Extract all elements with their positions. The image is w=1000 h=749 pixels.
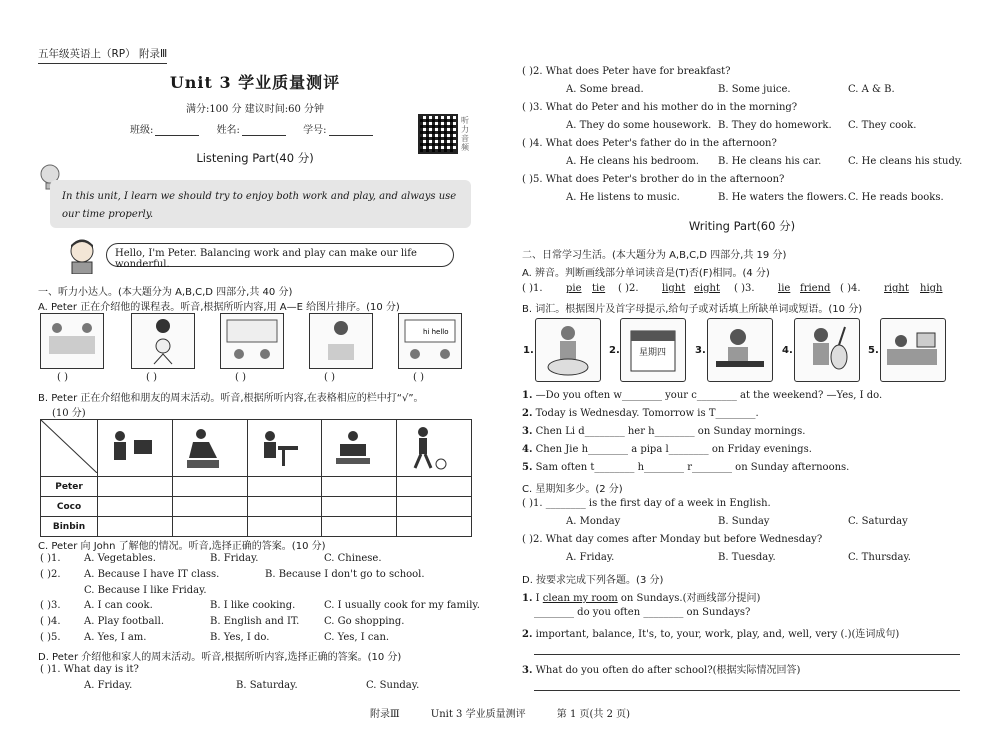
phonics-num[interactable]: ( )1.: [522, 283, 543, 294]
part1-b-points: (10 分): [52, 408, 86, 419]
week-option-a: A. Friday.: [566, 552, 615, 563]
part1-b-heading: B. Peter 正在介绍他和朋友的周末活动。听音,根据所听内容,在表格相应的栏中打“√”。: [38, 393, 424, 404]
d-option-b: B. They do homework.: [718, 120, 832, 131]
table-cell[interactable]: [247, 517, 322, 537]
d-question: What does Peter's brother do in the afternoon?: [545, 174, 785, 185]
row-coco: Coco: [41, 497, 98, 517]
part1-c-heading: C. Peter 向 John 了解他的情况。听音,选择正确的答案。(10 分): [38, 541, 326, 552]
d-option-b: B. Saturday.: [236, 680, 298, 691]
table-cell[interactable]: [397, 477, 472, 497]
phonics-word: pie: [566, 283, 582, 294]
answer-paren-2[interactable]: ( ): [146, 372, 157, 383]
c-option-a: A. I can cook.: [84, 600, 153, 611]
week-item-2: [522, 534, 822, 545]
picture-num-1: 1.: [523, 345, 534, 356]
phonics-word: right: [884, 283, 909, 294]
table-cell[interactable]: [322, 477, 397, 497]
phonics-num[interactable]: ( )4.: [840, 283, 861, 294]
answer-paren-1[interactable]: ( ): [57, 372, 68, 383]
d-question: What does Peter have for breakfast?: [545, 66, 731, 77]
task-1-answer[interactable]: ________ do you often ________ on Sundays?: [534, 607, 751, 618]
vocab-text[interactable]: —Do you often w________ your c________ at the weekend? —Yes, I do.: [535, 390, 883, 401]
c-item-1: [40, 553, 382, 564]
week-option-c: C. Thursday.: [848, 552, 911, 563]
c-option-c: C. Because I like Friday.: [84, 585, 207, 596]
c-option-b: B. Friday.: [210, 553, 259, 564]
c-item-num[interactable]: ( )2.: [40, 569, 61, 580]
table-cell[interactable]: [98, 517, 173, 537]
phonics-num[interactable]: ( )3.: [734, 283, 755, 294]
part2-b-heading: B. 词汇。根据图片及首字母提示,给句子或对话填上所缺单词或短语。(10 分): [522, 304, 863, 315]
vocab-num: 3.: [522, 426, 533, 437]
name-field[interactable]: [242, 126, 286, 136]
d-item-num[interactable]: ( )1.: [40, 664, 61, 675]
vocab-item-3: [522, 426, 805, 437]
table-cell[interactable]: [322, 497, 397, 517]
peter-speech-bubble: Hello, I'm Peter. Balancing work and play can make our life wonderful.: [106, 243, 454, 267]
vocab-num: 4.: [522, 444, 533, 455]
week-item-1-options: [566, 516, 908, 527]
picture-num-3: 3.: [695, 345, 706, 356]
d-option-a: A. He listens to music.: [566, 192, 680, 203]
d-option-b: B. He waters the flowers.: [718, 192, 847, 203]
week-item-2-options: [566, 552, 911, 563]
qr-code-icon[interactable]: [418, 114, 458, 154]
c-option-c: C. Yes, I can.: [324, 632, 390, 643]
tidy-room-picture: [880, 318, 946, 382]
d-item-1-options: [84, 680, 420, 691]
activity-table: [40, 419, 472, 537]
task-num: 1.: [522, 593, 533, 604]
d-item-2: [522, 66, 730, 77]
table-cell[interactable]: [397, 497, 472, 517]
c-item-num[interactable]: ( )1.: [40, 553, 61, 564]
qr-label: 听力音频: [461, 116, 469, 152]
footer-appendix: 附录Ⅲ: [369, 709, 400, 720]
vocab-text[interactable]: Chen Li d________ her h________ on Sunday mornings.: [535, 426, 806, 437]
task-num: 3.: [522, 665, 533, 676]
answer-paren-4[interactable]: ( ): [324, 372, 335, 383]
wash-clothes-picture: [535, 318, 601, 382]
answer-line-2[interactable]: [534, 654, 960, 655]
table-cell[interactable]: [98, 477, 173, 497]
d-option-c: C. A & B.: [848, 84, 895, 95]
c-option-a: A. Vegetables.: [84, 553, 156, 564]
vocab-item-4: [522, 444, 812, 455]
class-field[interactable]: [155, 126, 199, 136]
phonics-word: eight: [694, 283, 720, 294]
table-cell[interactable]: [172, 517, 247, 537]
c-option-b: B. Yes, I do.: [210, 632, 270, 643]
c-option-a: A. Yes, I am.: [84, 632, 147, 643]
week-option-a: A. Monday: [566, 516, 621, 527]
d-question: What do Peter and his mother do in the morning?: [545, 102, 798, 113]
id-label: 学号:: [303, 125, 327, 136]
svg-text:hi hello: hi hello: [423, 328, 449, 336]
c-item-num[interactable]: ( )3.: [40, 600, 61, 611]
task-3-text: What do you often do after school?(根据实际情况回答): [535, 665, 801, 676]
play-football-icon: [397, 420, 472, 477]
d-item-4-options: [566, 156, 963, 167]
d-option-a: A. He cleans his bedroom.: [566, 156, 699, 167]
vocab-num: 5.: [522, 462, 533, 473]
c-item-3: [40, 600, 480, 611]
c-item-5: [40, 632, 390, 643]
class-label: 班级:: [130, 125, 154, 136]
d-item-3: [522, 102, 797, 113]
task-1-post: on Sundays.(对画线部分提问): [617, 593, 761, 604]
d-option-b: B. He cleans his car.: [718, 156, 822, 167]
c-option-a: A. Play football.: [84, 616, 164, 627]
table-cell[interactable]: [247, 497, 322, 517]
task-1-pre: I: [535, 593, 543, 604]
week-num[interactable]: ( )1.: [522, 498, 543, 509]
do-homework-icon: [247, 420, 322, 477]
exam-meta: 满分:100 分 建议时间:60 分钟: [185, 104, 325, 115]
table-cell[interactable]: [172, 497, 247, 517]
task-2-text: important, balance, It's, to, your, work, play, and, well, very (.)(连词成句): [535, 629, 900, 640]
week-num[interactable]: ( )2.: [522, 534, 543, 545]
unit-intro: In this unit, I learn we should try to enjoy both work and play, and always use our time properly.: [50, 180, 471, 228]
task-2: [522, 625, 899, 640]
vocab-text[interactable]: Today is Wednesday. Tomorrow is T________.: [535, 408, 759, 419]
vocab-num: 2.: [522, 408, 533, 419]
c-item-2: [40, 569, 425, 580]
part2-c-heading: C. 星期知多少。(2 分): [522, 484, 623, 495]
d-option-c: C. Sunday.: [366, 680, 420, 691]
d-item-num[interactable]: ( )5.: [522, 174, 543, 185]
d-item-5-options: [566, 192, 944, 203]
phonics-word: tie: [592, 283, 606, 294]
week-option-b: B. Sunday: [718, 516, 770, 527]
vocab-num: 1.: [522, 390, 533, 401]
d-option-c: C. They cook.: [848, 120, 917, 131]
answer-paren-3[interactable]: ( ): [235, 372, 246, 383]
peter-avatar: [62, 236, 102, 274]
schedule-picture-3: [220, 313, 284, 369]
picture-num-5: 5.: [868, 345, 879, 356]
listening-part-title: Listening Part(40 分): [196, 151, 314, 165]
task-3: [522, 661, 800, 676]
d-option-a: A. They do some housework.: [566, 120, 712, 131]
part1-heading: 一、听力小达人。(本大题分为 A,B,C,D 四部分,共 40 分): [38, 287, 293, 298]
schedule-picture-4: [309, 313, 373, 369]
row-binbin: Binbin: [41, 517, 98, 537]
vocab-item-2: [522, 408, 759, 419]
table-cell[interactable]: [322, 517, 397, 537]
d-option-c: C. He reads books.: [848, 192, 944, 203]
phonics-word: friend: [800, 283, 831, 294]
part2-d-heading: D. 按要求完成下列各题。(3 分): [522, 575, 664, 586]
footer-page: 第 1 页(共 2 页): [556, 709, 631, 720]
c-option-a: A. Because I have IT class.: [84, 569, 220, 580]
calendar-label: 星期四: [639, 348, 667, 358]
schedule-picture-2: [131, 313, 195, 369]
d-item-num[interactable]: ( )3.: [522, 102, 543, 113]
footer-title: Unit 3 学业质量测评: [430, 709, 526, 720]
week-option-b: B. Tuesday.: [718, 552, 776, 563]
table-corner: [41, 420, 98, 477]
vocab-text[interactable]: Sam often t________ h________ r________ on Sunday afternoons.: [535, 462, 850, 473]
c-option-c: C. Go shopping.: [324, 616, 405, 627]
d-question: What day is it?: [63, 664, 139, 675]
c-option-b: B. Because I don't go to school.: [265, 569, 425, 580]
c-option-c: C. Chinese.: [324, 553, 382, 564]
page-title: Unit 3 学业质量测评: [169, 73, 341, 92]
c-item-4: [40, 616, 405, 627]
d-item-2-options: [566, 84, 895, 95]
d-item-num[interactable]: ( )2.: [522, 66, 543, 77]
part2-heading: 二、日常学习生活。(本大题分为 A,B,C,D 四部分,共 19 分): [522, 250, 787, 261]
week-question: What day comes after Monday but before Wednesday?: [545, 534, 823, 545]
week-item-1: [522, 498, 771, 509]
d-option-c: C. He cleans his study.: [848, 156, 963, 167]
watch-tv-icon: [98, 420, 173, 477]
c-option-b: B. English and IT.: [210, 616, 300, 627]
phonics-word: lie: [778, 283, 791, 294]
d-item-num[interactable]: ( )4.: [522, 138, 543, 149]
phonics-num[interactable]: ( )2.: [618, 283, 639, 294]
c-option-b: B. I like cooking.: [210, 600, 296, 611]
answer-line-3[interactable]: [534, 690, 960, 691]
name-label: 姓名:: [216, 125, 240, 136]
phonics-word: high: [920, 283, 943, 294]
homework-picture: [707, 318, 773, 382]
c-option-c: C. I usually cook for my family.: [324, 600, 480, 611]
vocab-item-5: [522, 462, 849, 473]
calendar-picture: [620, 318, 686, 382]
d-item-1: [40, 664, 139, 675]
book-tag: 五年级英语上（RP） 附录Ⅲ: [38, 46, 167, 64]
part1-d-heading: D. Peter 介绍他和家人的周末活动。听音,根据所听内容,选择正确的答案。(10 分): [38, 652, 402, 663]
schedule-picture-1: [40, 313, 104, 369]
page-footer: [0, 705, 1000, 720]
id-field[interactable]: [329, 126, 373, 136]
student-info: [130, 121, 387, 136]
part2-a-heading: A. 辨音。判断画线部分单词读音是(T)否(F)相同。(4 分): [522, 268, 770, 279]
d-option-b: B. Some juice.: [718, 84, 791, 95]
table-cell[interactable]: [247, 477, 322, 497]
table-cell[interactable]: [98, 497, 173, 517]
table-cell[interactable]: [172, 477, 247, 497]
d-item-3-options: [566, 120, 917, 131]
week-question: ________ is the first day of a week in English.: [545, 498, 771, 509]
picture-num-4: 4.: [782, 345, 793, 356]
water-flowers-icon: [172, 420, 247, 477]
pipa-lesson-picture: [794, 318, 860, 382]
phonics-word: light: [662, 283, 686, 294]
table-cell[interactable]: [397, 517, 472, 537]
answer-paren-5[interactable]: ( ): [413, 372, 424, 383]
vocab-text[interactable]: Chen Jie h________ a pipa l________ on Friday evenings.: [535, 444, 812, 455]
d-option-a: A. Some bread.: [566, 84, 644, 95]
week-option-c: C. Saturday: [848, 516, 908, 527]
writing-part-title: Writing Part(60 分): [688, 219, 796, 233]
c-item-num[interactable]: ( )5.: [40, 632, 61, 643]
d-item-5: [522, 174, 784, 185]
picture-num-2: 2.: [609, 345, 620, 356]
part1-a-heading: A. Peter 正在介绍他的课程表。听音,根据所听内容,用 A—E 给图片排序。(10 分): [38, 302, 400, 313]
task-num: 2.: [522, 629, 533, 640]
schedule-picture-5: [398, 313, 462, 369]
d-option-a: A. Friday.: [84, 680, 133, 691]
row-peter: Peter: [41, 477, 98, 497]
task-1: [522, 589, 760, 604]
c-item-num[interactable]: ( )4.: [40, 616, 61, 627]
task-1-underlined: clean my room: [542, 593, 618, 604]
read-books-icon: [322, 420, 397, 477]
vocab-item-1: [522, 390, 882, 401]
d-question: What does Peter's father do in the afternoon?: [545, 138, 777, 149]
d-item-4: [522, 138, 777, 149]
